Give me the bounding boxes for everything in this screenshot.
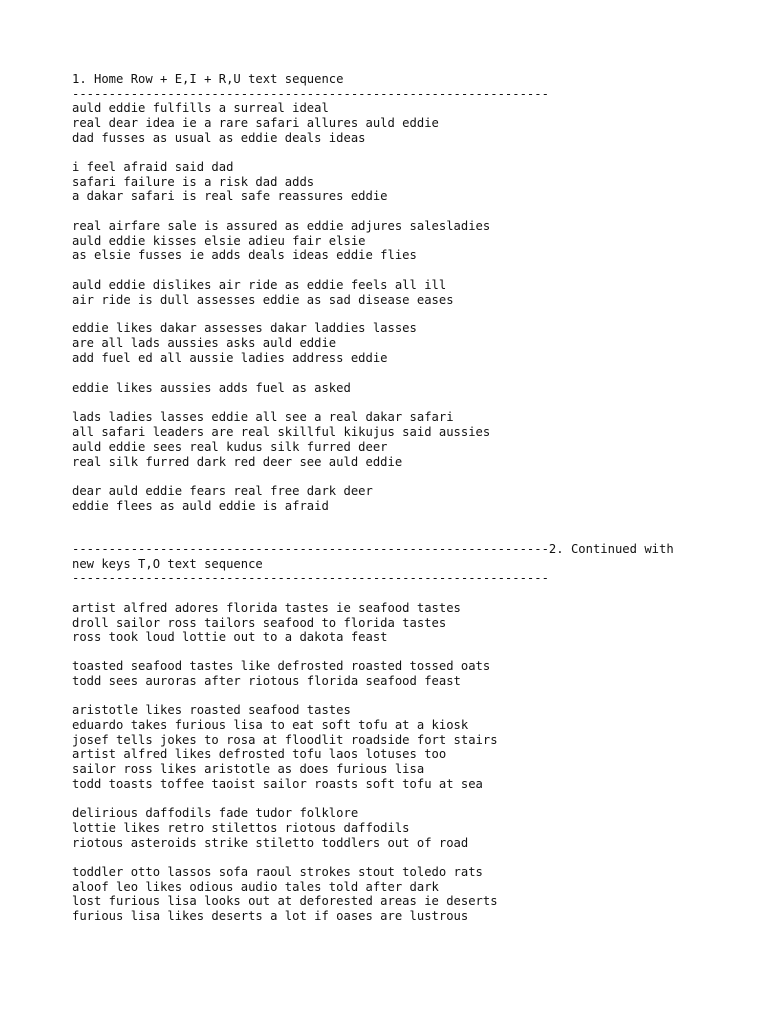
text-line: dad fusses as usual as eddie deals ideas — [72, 131, 366, 145]
section-2-heading: -----------------------------------------------------------------2. Continued with — [72, 542, 674, 556]
text-line: all safari leaders are real skillful kikujus said aussies — [72, 425, 491, 439]
text-line: as elsie fusses ie adds deals ideas eddie flies — [72, 248, 417, 262]
text-line: todd sees auroras after riotous florida seafood feast — [72, 674, 461, 688]
text-line: eduardo takes furious lisa to eat soft tofu at a kiosk — [72, 718, 469, 732]
text-line: ross took loud lottie out to a dakota feast — [72, 630, 388, 644]
text-line: are all lads aussies asks auld eddie — [72, 336, 337, 350]
text-line: add fuel ed all aussie ladies address eddie — [72, 351, 388, 365]
text-line: real dear idea ie a rare safari allures auld eddie — [72, 116, 439, 130]
text-line: eddie likes dakar assesses dakar laddies lasses — [72, 321, 417, 335]
section-1-heading: 1. Home Row + E,I + R,U text sequence — [72, 72, 344, 86]
text-line: safari failure is a risk dad adds — [72, 175, 315, 189]
text-line: aristotle likes roasted seafood tastes — [72, 703, 351, 717]
text-line: auld eddie fulfills a surreal ideal — [72, 101, 329, 115]
text-line: auld eddie kisses elsie adieu fair elsie — [72, 234, 366, 248]
text-line: real silk furred dark red deer see auld eddie — [72, 455, 403, 469]
text-line: todd toasts toffee taoist sailor roasts soft tofu at sea — [72, 777, 483, 791]
text-line: sailor ross likes aristotle as does furious lisa — [72, 762, 425, 776]
text-line: auld eddie sees real kudus silk furred deer — [72, 440, 388, 454]
text-line: furious lisa likes deserts a lot if oases are lustrous — [72, 909, 469, 923]
text-line: eddie likes aussies adds fuel as asked — [72, 381, 351, 395]
section-1-rule: ----------------------------------------------------------------- — [72, 87, 549, 101]
text-line: toasted seafood tastes like defrosted roasted tossed oats — [72, 659, 491, 673]
section-2-heading-continued: new keys T,O text sequence — [72, 557, 263, 571]
text-line: dear auld eddie fears real free dark deer — [72, 484, 373, 498]
text-line: i feel afraid said dad — [72, 160, 234, 174]
text-line: a dakar safari is real safe reassures eddie — [72, 189, 388, 203]
text-line: lads ladies lasses eddie all see a real dakar safari — [72, 410, 454, 424]
text-line: josef tells jokes to rosa at floodlit roadside fort stairs — [72, 733, 498, 747]
text-line: delirious daffodils fade tudor folklore — [72, 806, 359, 820]
text-line: artist alfred likes defrosted tofu laos lotuses too — [72, 747, 447, 761]
text-line: real airfare sale is assured as eddie adjures salesladies — [72, 219, 491, 233]
text-line: auld eddie dislikes air ride as eddie feels all ill — [72, 278, 447, 292]
section-2-rule: ----------------------------------------------------------------- — [72, 571, 549, 585]
text-line: aloof leo likes odious audio tales told after dark — [72, 880, 439, 894]
text-line: toddler otto lassos sofa raoul strokes stout toledo rats — [72, 865, 483, 879]
text-line: lottie likes retro stilettos riotous daffodils — [72, 821, 410, 835]
text-line: artist alfred adores florida tastes ie seafood tastes — [72, 601, 461, 615]
text-line: lost furious lisa looks out at deforested areas ie deserts — [72, 894, 498, 908]
text-line: riotous asteroids strike stiletto toddlers out of road — [72, 836, 469, 850]
text-line: air ride is dull assesses eddie as sad disease eases — [72, 293, 454, 307]
text-line: droll sailor ross tailors seafood to florida tastes — [72, 616, 447, 630]
text-line: eddie flees as auld eddie is afraid — [72, 499, 329, 513]
